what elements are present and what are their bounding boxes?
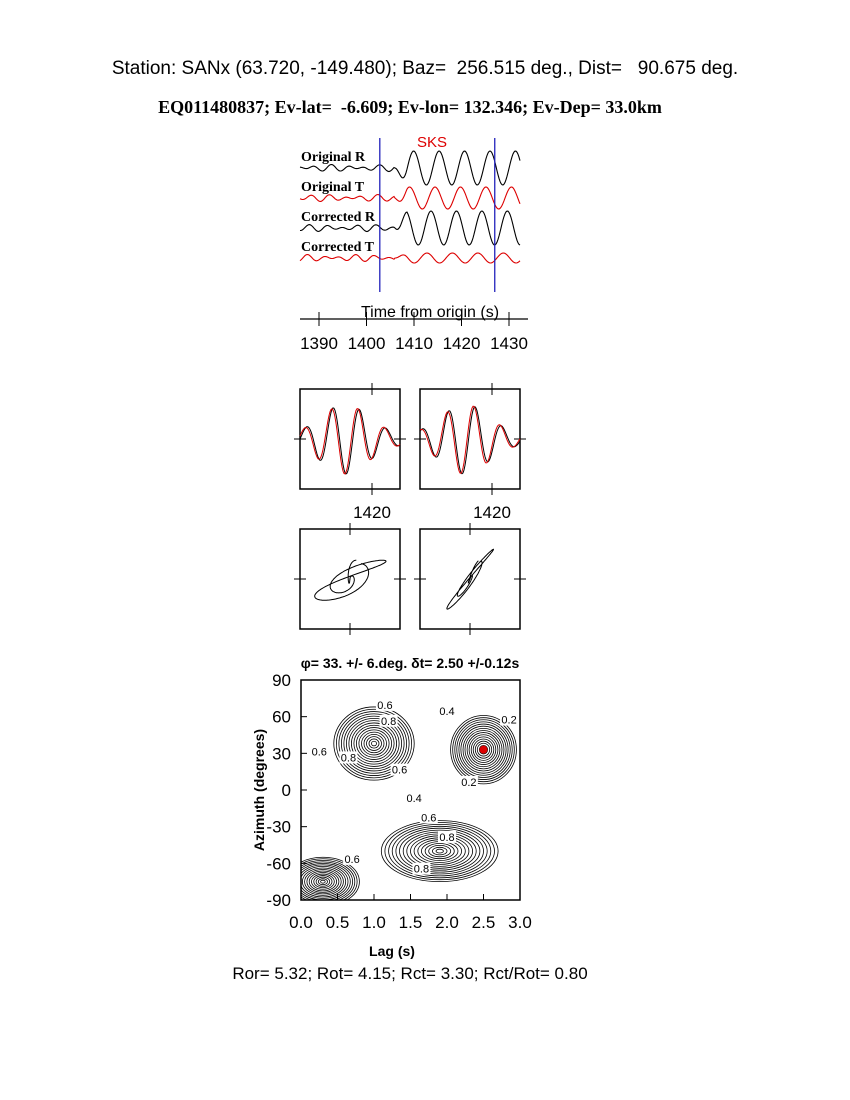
waveform-trace [300,409,400,474]
contour-line [432,847,447,855]
time-axis-label: Time from origin (s) [360,304,500,321]
lag-tick-label: 0.0 [289,913,313,932]
grid-search-panel [251,655,532,959]
seismogram-panel [300,134,528,353]
trace-label: Corrected R [301,210,375,225]
contour-line [421,842,458,861]
contour-label: 0.6 [377,699,393,712]
contour-line [312,874,335,889]
contour-label: 0.8 [380,715,397,728]
azimuth-tick-label: 0 [281,781,291,800]
contour-line [364,734,384,752]
lag-tick-label: 1.5 [398,913,423,932]
contour-label: 0.8 [439,831,455,844]
azimuth-tick-label: -30 [266,817,291,837]
waveform-comparison-panel [294,383,526,522]
lag-tick-label: 2.5 [471,913,496,932]
contour-line [351,723,396,764]
azimuth-tick-label: -90 [266,891,291,910]
contour-label: 0.6 [344,853,360,866]
time-tick-label: 1420 [442,334,481,353]
azimuth-tick-label: 30 [272,744,291,764]
contour-label: 0.6 [391,764,408,777]
contour-line [354,725,394,762]
trace-label: Original R [301,150,366,165]
azimuth-axis-label: Azimuth (degrees) [251,728,267,852]
contour-label: 0.2 [461,776,477,789]
lag-tick-label: 3.0 [508,913,532,932]
azimuth-tick-label: 60 [272,707,291,727]
contour-label: 0.6 [421,812,437,825]
best-fit-point [480,746,488,754]
lag-axis-label: Lag (s) [369,943,415,959]
trace-label: Original T [301,180,365,195]
contour-label: 0.6 [311,746,327,759]
particle-trace [447,549,494,609]
azimuth-tick-label: -60 [266,854,291,874]
contour-line [436,849,443,853]
contour-label: 0.8 [340,752,357,765]
lag-tick-label: 0.5 [325,913,350,932]
contour-label: 0.4 [439,706,455,718]
contour-line [318,879,327,885]
particle-trace [315,560,386,600]
time-tick-label: 1400 [347,334,386,353]
contour-line [305,869,342,893]
grid-search-title: φ= 33. +/- 6.deg. δt= 2.50 +/-0.12s [300,655,520,671]
lag-tick-label: 1.0 [362,913,386,932]
waveform-box-left [300,389,400,489]
waveform-trace [420,406,520,473]
waveform-tick-right: 1420 [473,503,511,522]
contour-line [321,880,326,883]
phase-label-sks: SKS [416,134,448,151]
contour-line [362,732,387,755]
waveform-trace [300,408,400,474]
time-tick-label: 1410 [395,334,433,353]
contour-line [369,739,379,748]
time-tick-label: 1430 [490,334,528,353]
event-info: EQ011480837; Ev-lat= -6.609; Ev-lon= 132.346; Ev-Dep= 33.0km [158,97,662,117]
contour-label: 0.4 [406,792,422,805]
trace-label: Corrected T [301,240,374,255]
contour-label: 0.2 [501,714,517,727]
contour-line [298,865,348,899]
time-tick-label: 1390 [300,334,338,353]
contour-label: 0.8 [413,863,430,876]
contour-line [372,741,377,746]
grid-search-frame [301,680,520,900]
azimuth-tick-label: 90 [272,671,291,690]
waveform-box-right [420,389,520,489]
lag-tick-label: 2.0 [435,913,459,932]
ratio-summary: Ror= 5.32; Rot= 4.15; Rct= 3.30; Rct/Rot= 0.80 [232,964,588,983]
station-info: Station: SANx (63.720, -149.480); Baz= 256.515 deg., Dist= 90.675 deg. [111,58,739,79]
contour-line [296,863,351,900]
particle-motion-panel [294,523,526,635]
waveform-tick-left: 1420 [353,503,391,522]
